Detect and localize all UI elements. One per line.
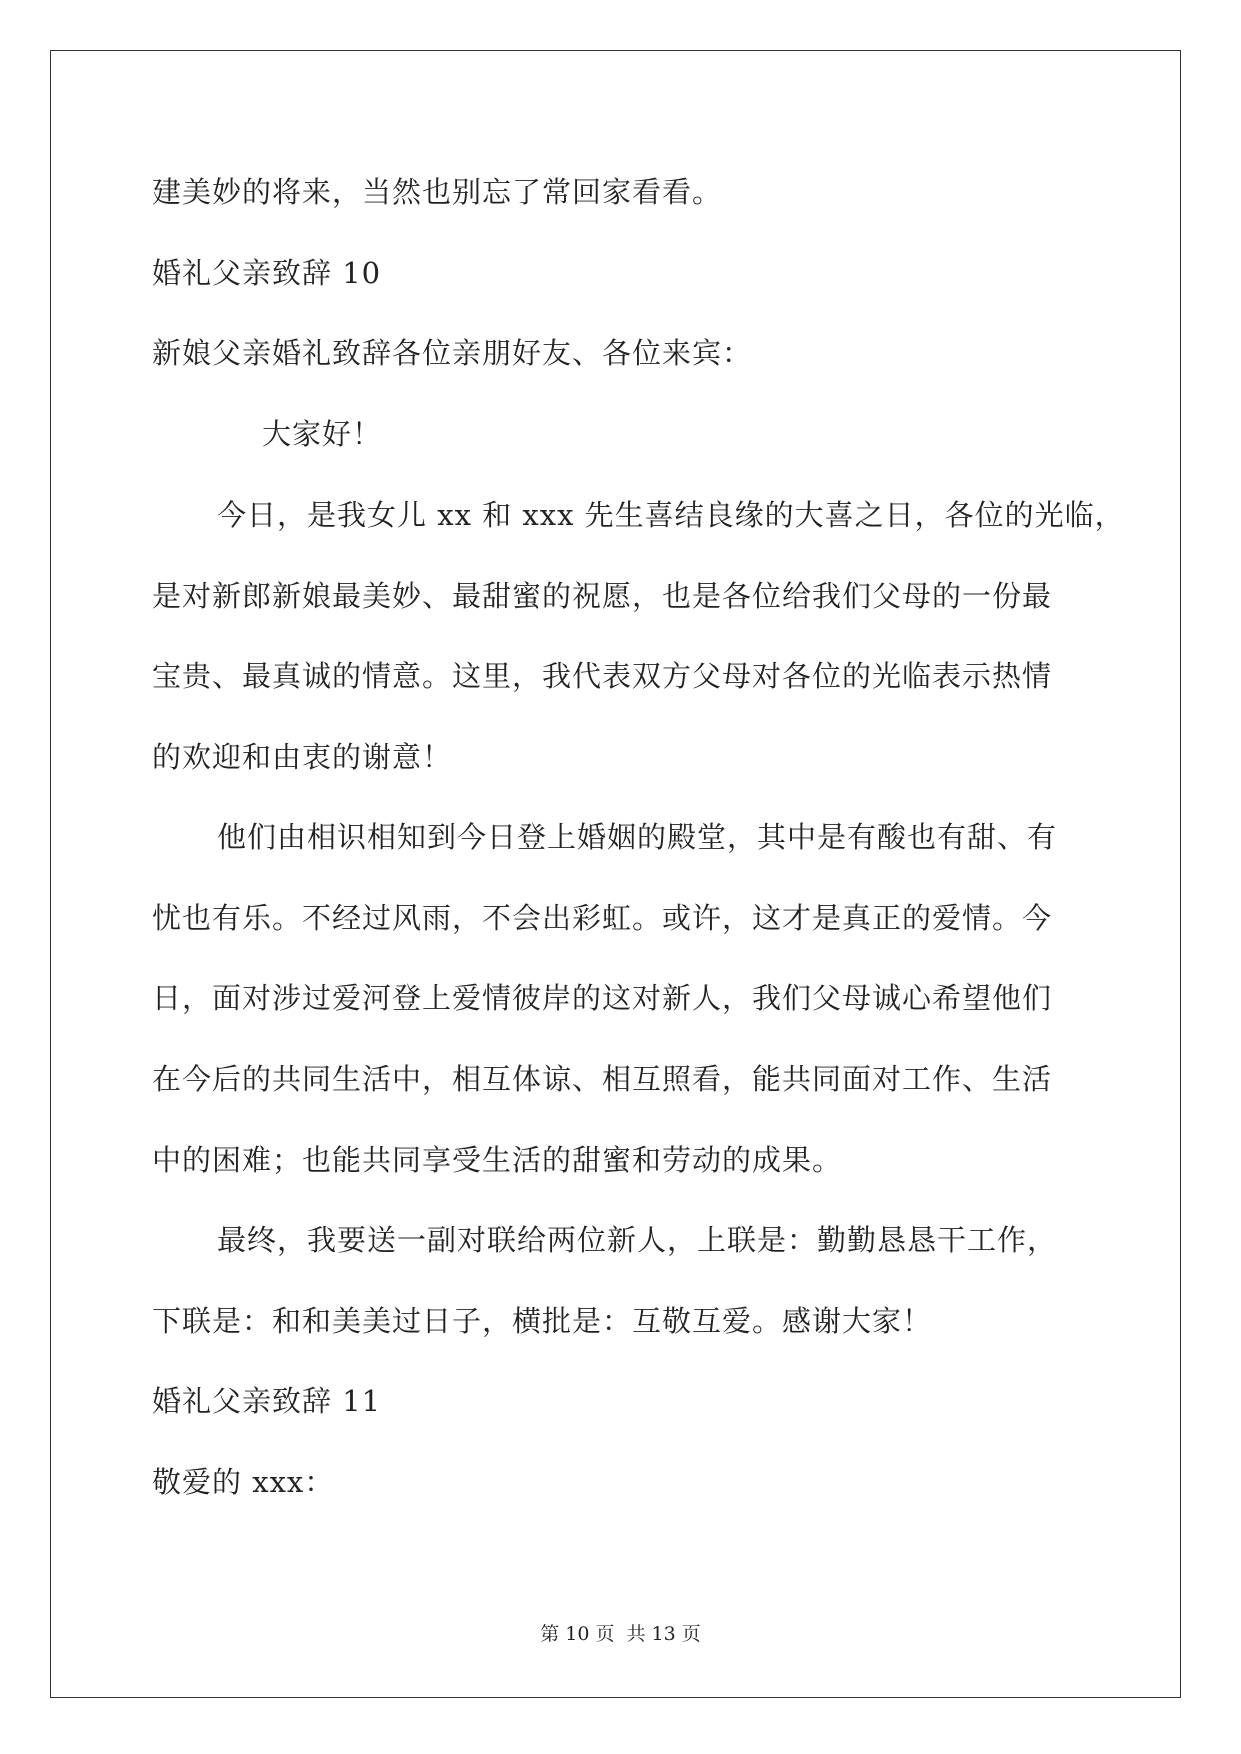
text-line: 建美妙的将来，当然也别忘了常回家看看。 <box>152 175 723 209</box>
text-line: 在今后的共同生活中，相互体谅、相互照看，能共同面对工作、生活 <box>152 1062 1053 1096</box>
text-line: 中的困难；也能共同享受生活的甜蜜和劳动的成果。 <box>152 1143 843 1177</box>
paragraph-start: 今日，是我女儿 xx 和 xxx 先生喜结良缘的大喜之日，各位的光临， <box>217 498 1125 532</box>
text-line: 新娘父亲婚礼致辞各位亲朋好友、各位来宾： <box>152 336 753 370</box>
text-line: 宝贵、最真诚的情意。这里，我代表双方父母对各位的光临表示热情 <box>152 659 1053 693</box>
greeting-line: 大家好！ <box>262 417 383 451</box>
section-heading: 婚礼父亲致辞 10 <box>152 256 382 290</box>
paragraph-start: 他们由相识相知到今日登上婚姻的殿堂，其中是有酸也有甜、有 <box>217 820 1058 854</box>
page-number: 第 10 页 <box>540 1623 615 1645</box>
page-border <box>50 50 1181 1698</box>
text-line: 是对新郎新娘最美妙、最甜蜜的祝愿，也是各位给我们父母的一份最 <box>152 579 1053 613</box>
text-line: 的欢迎和由衷的谢意！ <box>152 740 453 774</box>
section-heading: 婚礼父亲致辞 11 <box>152 1384 382 1418</box>
paragraph-start: 最终，我要送一副对联给两位新人，上联是：勤勤恳恳干工作， <box>217 1223 1058 1257</box>
text-line: 下联是：和和美美过日子，横批是：互敬互爱。感谢大家！ <box>152 1304 933 1338</box>
text-line: 日，面对涉过爱河登上爱情彼岸的这对新人，我们父母诚心希望他们 <box>152 981 1053 1015</box>
text-line: 敬爱的 xxx： <box>152 1465 335 1499</box>
text-line: 忧也有乐。不经过风雨，不会出彩虹。或许，这才是真正的爱情。今 <box>152 901 1053 935</box>
page-footer <box>0 1622 1241 1646</box>
page-total: 共 13 页 <box>626 1623 701 1645</box>
